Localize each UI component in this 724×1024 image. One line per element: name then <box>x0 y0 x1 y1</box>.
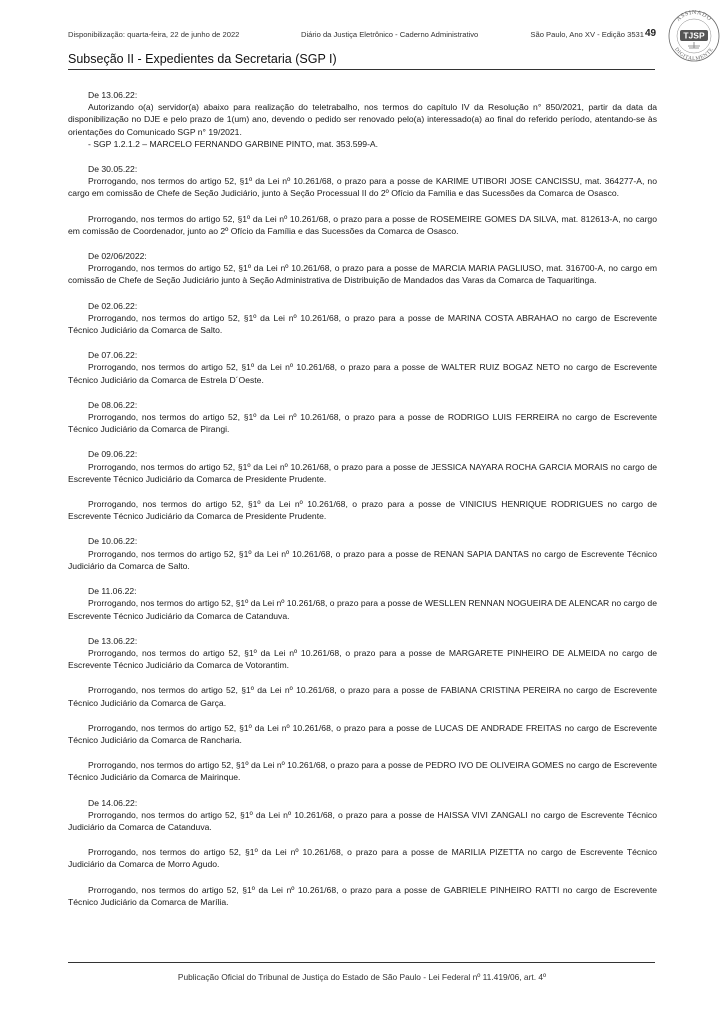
dispatch-text: Prorrogando, nos termos do artigo 52, §1º da Lei nº 10.261/68, o prazo para a posse de MARCIA MARIA PAGLIUSO, mat. 316700-A, no cargo em comissão de Chefe de Seção Judiciário junto à Seção Administrativa de Distribuição de Mandados das Varas da Comarca de Taquaritinga. <box>68 263 657 286</box>
seal-logo: TJSP <box>683 30 705 41</box>
dispatch-date: De 14.06.22: <box>88 797 138 808</box>
dispatch-block <box>68 399 657 436</box>
dispatch-block <box>68 163 657 200</box>
dispatch-block <box>68 89 657 150</box>
dispatch-text: Prorrogando, nos termos do artigo 52, §1º da Lei nº 10.261/68, o prazo para a posse de FABIANA CRISTINA PEREIRA no cargo de Escrevente Técnico Judiciário da Comarca de Garça. <box>68 685 657 708</box>
footer-divider <box>68 962 655 963</box>
dispatch-block <box>68 884 657 908</box>
dispatch-block <box>68 585 657 622</box>
svg-text:ASSINADO <box>676 10 713 23</box>
dispatch-text: Prorrogando, nos termos do artigo 52, §1º da Lei nº 10.261/68, o prazo para a posse de JESSICA NAYARA ROCHA GARCIA MORAIS no cargo de Escrevente Técnico Judiciário da Comarca de Presidente Prudente. <box>68 461 657 484</box>
header-divider <box>68 69 655 70</box>
dispatch-text: Autorizando o(a) servidor(a) abaixo para realização do teletrabalho, nos termos do capítulo IV da Resolução n° 850/2021, partir da data da disponibilização no DJE e pelo prazo de 1(um) ano, devendo o pedido ser renovado pelo(a) interessado(a) ao final do referido período, atentando-se às orientações do Comunicado SGP n° 19/2021. <box>68 102 657 137</box>
dispatch-date: De 02.06.22: <box>88 300 138 311</box>
page-footer: Publicação Oficial do Tribunal de Justiça do Estado de São Paulo - Lei Federal nº 11.419/06, art. 4º <box>177 972 547 982</box>
dispatch-text: Prorrogando, nos termos do artigo 52, §1º da Lei nº 10.261/68, o prazo para a posse de LUCAS DE ANDRADE FREITAS no cargo de Escrevente Técnico Judiciário da Comarca de Rancharia. <box>68 722 657 745</box>
dispatch-block <box>68 535 657 572</box>
dispatch-text: Prorrogando, nos termos do artigo 52, §1º da Lei nº 10.261/68, o prazo para a posse de KARIME UTIBORI JOSE CANCISSU, mat. 364277-A, no cargo em comissão de Chefe de Seção Judiciário, junto à Seção Processual II do 2º Ofício da Família e das Sucessões da Comarca de Osasco. <box>68 176 657 199</box>
dispatch-text: Prorrogando, nos termos do artigo 52, §1º da Lei nº 10.261/68, o prazo para a posse de MARILIA PIZETTA no cargo de Escrevente Técnico Judiciário da Comarca de Morro Agudo. <box>68 847 657 870</box>
seal-top-text: ASSINADO <box>675 9 713 23</box>
dispatch-block <box>68 250 657 287</box>
dispatch-text: Prorrogando, nos termos do artigo 52, §1º da Lei nº 10.261/68, o prazo para a posse de HAISSA VIVI ZANGALI no cargo de Escrevente Técnico Judiciário da Comarca de Catanduva. <box>68 809 657 832</box>
dispatch-text: Prorrogando, nos termos do artigo 52, §1º da Lei nº 10.261/68, o prazo para a posse de WESLLEN RENNAN NOGUEIRA DE ALENCAR no cargo de Escrevente Técnico Judiciário da Comarca de Catanduva. <box>68 598 657 621</box>
dispatch-block <box>68 349 657 386</box>
dispatch-block <box>68 684 657 708</box>
dispatch-date: De 30.05.22: <box>88 164 138 175</box>
seal-bottom-text: DIGITALMENTE <box>673 46 715 63</box>
journal-name: Diário da Justiça Eletrônico - Caderno Administrativo <box>301 30 479 39</box>
dispatch-block <box>68 300 657 337</box>
dispatch-text: Prorrogando, nos termos do artigo 52, §1º da Lei nº 10.261/68, o prazo para a posse de RENAN SAPIA DANTAS no cargo de Escrevente Técnico Judiciário da Comarca de Salto. <box>68 548 657 571</box>
dispatch-block <box>68 448 657 485</box>
scales-seal-icon <box>667 4 721 68</box>
dispatch-date: De 02/06/2022: <box>88 251 147 262</box>
dispatch-block <box>68 213 657 237</box>
dispatch-date: De 10.06.22: <box>88 536 138 547</box>
svg-text:DIGITALMENTE <box>673 46 715 62</box>
dispatch-text: Prorrogando, nos termos do artigo 52, §1º da Lei nº 10.261/68, o prazo para a posse de MARINA COSTA ABRAHAO no cargo de Escrevente Técnico Judiciário da Comarca de Salto. <box>68 312 657 336</box>
dispatch-date: De 08.06.22: <box>88 399 138 410</box>
publication-date: Disponibilização: quarta-feira, 22 de junho de 2022 <box>68 30 240 39</box>
section-title: Subseção II - Expedientes da Secretaria (SGP I) <box>68 52 337 66</box>
document-body <box>68 89 657 921</box>
dispatch-text: Prorrogando, nos termos do artigo 52, §1º da Lei nº 10.261/68, o prazo para a posse de PEDRO IVO DE OLIVEIRA GOMES no cargo de Escrevente Técnico Judiciário da Comarca de Mairinque. <box>68 760 657 783</box>
dispatch-block <box>68 797 657 834</box>
dispatch-text: Prorrogando, nos termos do artigo 52, §1º da Lei nº 10.261/68, o prazo para a posse de WALTER RUIZ BOGAZ NETO no cargo de Escrevente Técnico Judiciário da Comarca de Estrela D´Oeste. <box>68 362 657 385</box>
dispatch-date: De 13.06.22: <box>88 635 138 646</box>
dispatch-date: De 11.06.22: <box>88 586 137 597</box>
dispatch-block <box>68 498 657 522</box>
dispatch-date: De 07.06.22: <box>88 350 138 361</box>
dispatch-text: Prorrogando, nos termos do artigo 52, §1º da Lei nº 10.261/68, o prazo para a posse de GABRIELE PINHEIRO RATTI no cargo de Escrevente Técnico Judiciário da Comarca de Marília. <box>68 884 657 907</box>
dispatch-subitem: - SGP 1.2.1.2 – MARCELO FERNANDO GARBINE PINTO, mat. 353.599-A. <box>88 138 379 149</box>
dispatch-text: Prorrogando, nos termos do artigo 52, §1º da Lei nº 10.261/68, o prazo para a posse de ROSEMEIRE GOMES DA SILVA, mat. 812613-A, no cargo em comissão de Coordenador, junto ao 2º Ofício da Família e das Sucessões da Comarca de Osasco. <box>68 213 657 236</box>
dispatch-date: De 13.06.22: <box>88 90 138 100</box>
dispatch-text: Prorrogando, nos termos do artigo 52, §1º da Lei nº 10.261/68, o prazo para a posse de RODRIGO LUIS FERREIRA no cargo de Escrevente Técnico Judiciário da Comarca de Pirangi. <box>68 412 657 435</box>
dispatch-block <box>68 846 657 870</box>
dispatch-block <box>68 759 657 783</box>
dispatch-text: Prorrogando, nos termos do artigo 52, §1º da Lei nº 10.261/68, o prazo para a posse de MARGARETE PINHEIRO DE ALMEIDA no cargo de Escrevente Técnico Judiciário da Comarca de Votorantim. <box>68 647 657 671</box>
page-header <box>68 30 658 42</box>
edition-info: São Paulo, Ano XV - Edição 3531 <box>530 30 644 39</box>
dispatch-text: Prorrogando, nos termos do artigo 52, §1º da Lei nº 10.261/68, o prazo para a posse de VINICIUS HENRIQUE RODRIGUES no cargo de Escrevente Técnico Judiciário da Comarca de Presidente Prudente. <box>68 499 657 522</box>
dispatch-block <box>68 635 657 672</box>
dispatch-date: De 09.06.22: <box>88 449 138 460</box>
dispatch-block <box>68 722 657 746</box>
page-number: 49 <box>645 28 657 39</box>
